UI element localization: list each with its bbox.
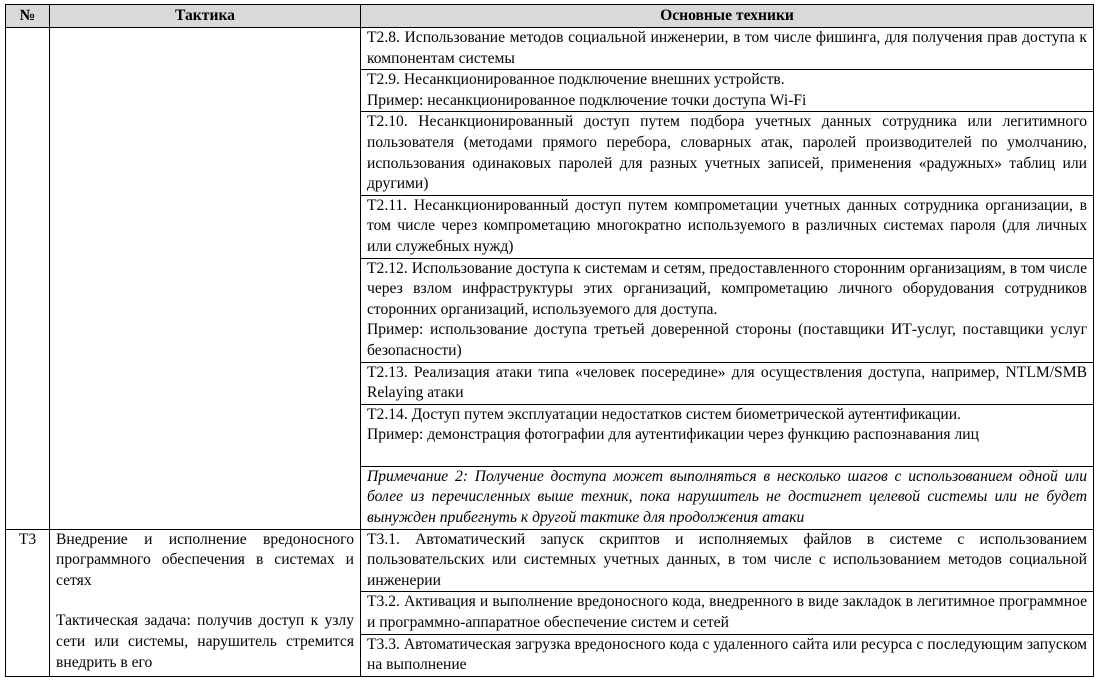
technique-cell-t2-14 [361,404,1094,466]
technique-text: Т2.11. Несанкционированный доступ путем компрометации учетных данных сотрудника организации, в том числе через компрометацию многократно используемого в различных системах пароля (для личных или служебных нужд) [367,196,1087,255]
technique-example: Пример: демонстрация фотографии для аутентификации через функцию распознавания лиц [367,426,979,444]
technique-cell-t3-3 [361,634,1094,676]
header-techniques: Основные техники [361,5,1094,28]
technique-example: Пример: несанкционированное подключение точки доступа Wi-Fi [367,91,807,109]
table-row [6,28,1094,70]
technique-text: Т2.8. Использование методов социальной инженерии, в том числе фишинга, для получения прав доступа к компонентам системы [367,29,1087,67]
t3-tactic-cell [50,529,361,676]
technique-text: Т2.13. Реализация атаки типа «человек посередине» для осуществления доступа, например, NTLM/SMB Relaying атаки [367,363,1087,402]
technique-cell-t3-2 [361,592,1094,634]
table-header-row [6,5,1094,28]
tactic-name: Внедрение и исполнение вредоносного программного обеспечения в системах и сетях [56,530,354,589]
technique-text: Т3.1. Автоматический запуск скриптов и исполняемых файлов в системе с использованием пользовательских или системных учетных данных, в том числе с использованием методов социальной инженерии [367,530,1087,589]
technique-text: Т2.14. Доступ путем эксплуатации недостатков систем биометрической аутентификации. [367,405,961,423]
technique-text: Т2.10. Несанкционированный доступ путем подбора учетных данных сотрудника или легитимного пользователя (методами прямого перебора, словарных атак, паролей производителей по умолчанию, использования одинаковых паролей для разных учетных записей, применения «радужных» таблиц или другими) [367,113,1087,193]
header-tactic: Тактика [50,5,361,28]
technique-cell-t2-11 [361,195,1094,258]
technique-text: Т3.3. Автоматическая загрузка вредоносного кода с удаленного сайта или ресурса с последующим запуском на выполнение [367,635,1087,674]
spacer [367,446,1087,466]
t2-number-cell [6,28,50,530]
header-number: № [6,5,50,28]
spacer [56,591,354,611]
technique-cell-t3-1 [361,529,1094,592]
t3-number-cell: Т3 [6,529,50,676]
tactic-task: Тактическая задача: получив доступ к узлу сети или системы, нарушитель стремится внедрить в его [56,612,354,671]
technique-cell-t2-8 [361,28,1094,70]
technique-cell-t2-13 [361,362,1094,404]
threat-tactics-table [5,4,1094,677]
technique-text: Т3.2. Активация и выполнение вредоносного кода, внедренного в виде закладок в легитимное программное и программно-аппаратное обеспечение систем и сетей [367,593,1087,632]
technique-cell-t2-10 [361,112,1094,195]
t2-tactic-cell [50,28,361,530]
note-text: Примечание 2: Получение доступа может выполняться в несколько шагов с использованием одной или более из перечисленных выше техник, пока нарушитель не достигнет целевой системы или не будет вынужден прибегнуть к другой тактике для продолжения атаки [367,467,1087,527]
technique-text: Т2.9. Несанкционированное подключение внешних устройств. [367,71,785,89]
technique-cell-t2-12 [361,258,1094,362]
technique-example: Пример: использование доступа третьей доверенной стороны (поставщики ИТ-услуг, поставщики услуг безопасности) [367,321,1087,359]
table-row [6,529,1094,592]
note-cell [361,466,1094,529]
technique-cell-t2-9 [361,70,1094,112]
technique-text: Т2.12. Использование доступа к системам и сетям, предоставленного сторонним организациям, в том числе через взлом инфраструктуры этих организаций, компрометацию личного оборудования сотрудников сторонних организаций, используемого для доступа. [367,259,1087,318]
